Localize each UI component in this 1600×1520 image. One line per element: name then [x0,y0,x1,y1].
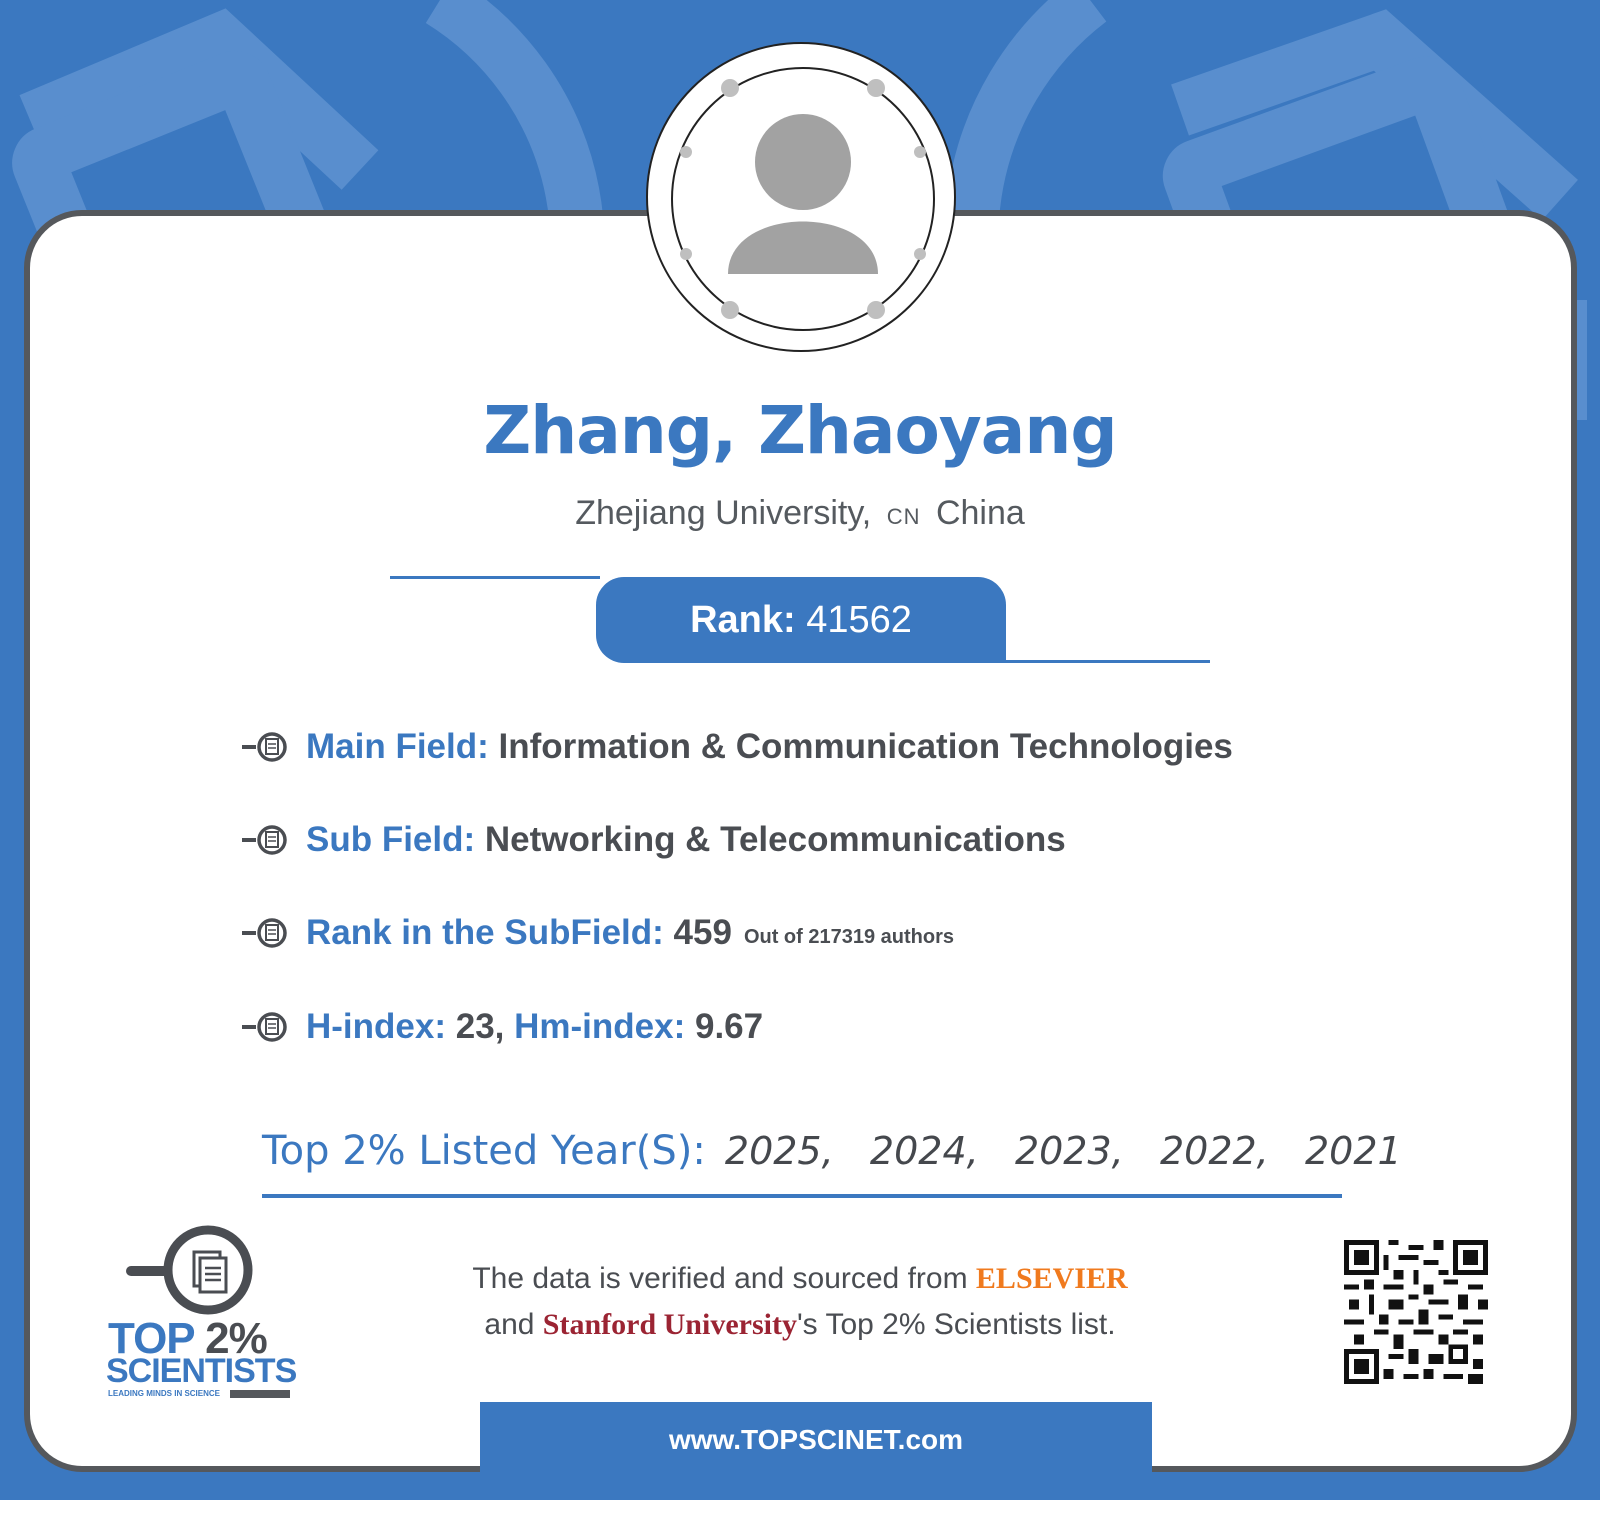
logo-title-percent: 2% [205,1314,267,1363]
hindex-value: 23, [455,1007,505,1046]
main-field-label: Main Field: [306,727,489,766]
elsevier-name: ELSEVIER [975,1262,1128,1295]
source-text-1: The data is verified and sourced from [472,1262,976,1295]
website-link[interactable]: www.TOPSCINET.com [480,1402,1152,1472]
sub-field-label: Sub Field: [306,820,476,859]
hindex-label: H-index: [306,1007,446,1046]
rank-label: Rank: [690,599,796,641]
country-name: China [935,494,1025,532]
subfield-rank-row [242,908,954,958]
subfield-rank-label: Rank in the SubField: [306,913,664,952]
source-text-2: and [484,1308,543,1341]
source-text-3: 's Top 2% Scientists list. [796,1308,1116,1341]
magnifier-document-icon [242,820,296,860]
rank-value: 41562 [806,599,912,641]
hmindex-label: Hm-index: [514,1007,686,1046]
listed-years [262,1128,1402,1198]
top-scientists-logo [100,1222,310,1402]
rank-divider-right [1004,660,1210,663]
main-field-value: Information & Communication Technologies [498,727,1233,766]
logo-tagline-bar [230,1390,290,1398]
qr-code-icon[interactable] [1344,1240,1488,1384]
magnifier-document-icon [242,1007,296,1047]
logo-title-top: TOP [108,1314,206,1363]
magnifier-document-icon [242,913,296,953]
affiliation [0,494,1600,533]
rank-divider-left [390,576,600,579]
avatar [646,42,956,352]
magnifier-document-icon [100,1222,310,1322]
rank-badge [596,577,1006,663]
subfield-rank-note: Out of 217319 authors [743,925,954,948]
country-code: CN [886,504,921,529]
hmindex-value: 9.67 [694,1007,764,1046]
listed-years-values: 2025, 2024, 2023, 2022, 2021 [724,1129,1402,1173]
logo-subtitle: SCIENTISTS [106,1352,297,1390]
magnifier-document-icon [242,727,296,767]
stanford-name: Stanford University [542,1308,797,1341]
source-statement [440,1256,1160,1348]
listed-years-label: Top 2% Listed Year(S): [262,1128,706,1174]
institution-name: Zhejiang University, [575,494,872,532]
logo-tagline: LEADING MINDS IN SCIENCE [108,1389,221,1398]
main-field-row [242,722,1233,772]
hindex-row [242,1002,763,1052]
sub-field-row [242,815,1066,865]
sub-field-value: Networking & Telecommunications [484,820,1066,859]
scientist-name: Zhang, Zhaoyang [483,392,1117,469]
subfield-rank-value: 459 [673,913,732,952]
